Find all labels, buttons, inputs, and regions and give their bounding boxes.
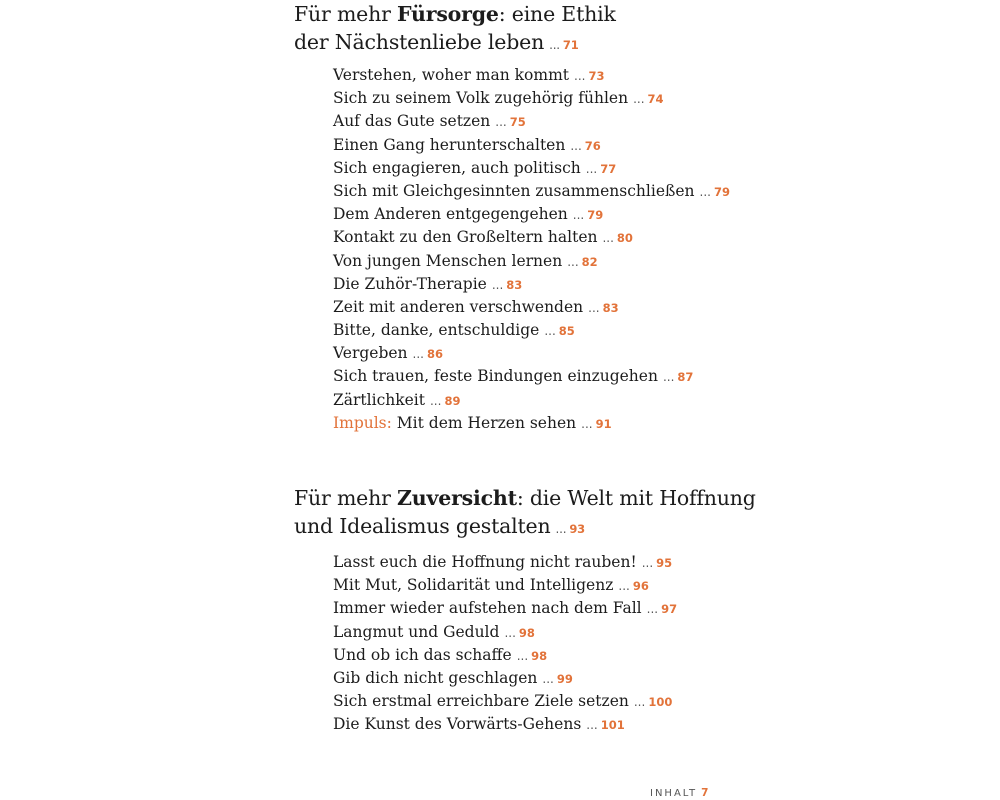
leader-dots: ... — [491, 277, 504, 292]
entry-label: Auf das Gute setzen — [333, 112, 491, 131]
toc-entry[interactable] — [333, 134, 730, 157]
page-number[interactable]: 101 — [600, 718, 625, 733]
toc-entry[interactable] — [333, 273, 730, 296]
section-heading — [294, 0, 854, 59]
toc-entry[interactable] — [333, 365, 730, 388]
entry-label: Sich trauen, feste Bindungen einzugehen — [333, 367, 658, 386]
title-prefix: Für mehr — [294, 2, 398, 26]
toc-entry[interactable] — [333, 226, 730, 249]
page-number[interactable]: 82 — [581, 254, 598, 269]
entry-label: Einen Gang herunterschalten — [333, 135, 566, 154]
impulse-label: Impuls: — [333, 413, 392, 432]
entry-label: Von jungen Menschen lernen — [333, 251, 563, 270]
entry-label: Verstehen, woher man kommt — [333, 66, 569, 84]
leader-dots: ... — [699, 184, 711, 199]
toc-entry[interactable] — [333, 574, 677, 597]
title-keyword: Fürsorge — [397, 2, 499, 26]
page-number[interactable]: 74 — [647, 92, 664, 107]
leader-dots: ... — [641, 556, 654, 570]
leader-dots: ... — [646, 602, 659, 617]
toc-entry-impulse[interactable] — [333, 412, 730, 435]
toc-entry[interactable] — [333, 342, 730, 365]
title-rest: : eine Ethik — [498, 2, 616, 26]
title-prefix: Für mehr — [294, 486, 398, 510]
page-number[interactable]: 100 — [648, 695, 673, 710]
footer-label: INHALT — [650, 788, 698, 799]
leader-dots: ... — [429, 393, 442, 408]
entry-label: Gib dich nicht geschlagen — [333, 668, 538, 687]
entry-label: Bitte, danke, entschuldige — [333, 321, 540, 340]
entry-label: Lasst euch die Hoffnung nicht rauben! — [333, 553, 637, 571]
toc-entry[interactable] — [333, 597, 677, 620]
page-number[interactable]: 83 — [506, 277, 523, 292]
toc-entry[interactable] — [333, 551, 677, 574]
page-number[interactable]: 76 — [584, 138, 601, 153]
page-number[interactable]: 91 — [595, 416, 612, 431]
page-number[interactable]: 85 — [558, 324, 575, 339]
toc-entry[interactable] — [333, 250, 730, 273]
page-number[interactable]: 71 — [562, 38, 579, 52]
leader-dots: ... — [412, 347, 424, 362]
section-title-line1 — [294, 0, 854, 28]
entry-label: Die Kunst des Vorwärts-Gehens — [333, 715, 582, 734]
page-number[interactable]: 96 — [632, 579, 649, 594]
toc-entry[interactable] — [333, 87, 730, 110]
toc-entry[interactable] — [333, 389, 730, 412]
entry-label: Sich engagieren, auch politisch — [333, 158, 581, 177]
leader-dots: ... — [618, 579, 630, 594]
footer-page-number: 7 — [701, 787, 709, 799]
leader-dots: ... — [495, 115, 507, 130]
toc-entry[interactable] — [333, 667, 677, 690]
entry-label: Sich erstmal erreichbare Ziele setzen — [333, 692, 629, 711]
entry-label: Zärtlichkeit — [333, 390, 425, 409]
toc-entry[interactable] — [333, 203, 730, 226]
toc-section-zuversicht — [294, 484, 854, 734]
title-rest: : die Welt mit Hoffnung — [516, 486, 756, 510]
page-number[interactable]: 79 — [713, 184, 730, 199]
page-number[interactable]: 95 — [656, 556, 673, 570]
page-number[interactable]: 77 — [600, 161, 617, 176]
entry-label: Sich mit Gleichgesinnten zusammenschließen — [333, 181, 695, 200]
section-heading — [294, 484, 854, 543]
leader-dots: ... — [586, 718, 598, 733]
page-number[interactable]: 98 — [531, 648, 548, 663]
leader-dots: ... — [542, 671, 554, 686]
page-number[interactable]: 93 — [569, 522, 585, 536]
title-line2: der Nächstenliebe leben — [294, 30, 545, 54]
toc-entry[interactable] — [333, 319, 730, 342]
page-number[interactable]: 86 — [426, 347, 443, 362]
toc-entry[interactable] — [333, 180, 730, 203]
page-footer — [650, 787, 708, 799]
leader-dots: ... — [581, 416, 593, 431]
section-title-line2 — [294, 512, 854, 543]
page-number[interactable]: 97 — [661, 602, 678, 617]
toc-entry-list — [333, 64, 730, 435]
leader-dots: ... — [567, 254, 579, 269]
leader-dots: ... — [572, 208, 585, 223]
entry-label: Und ob ich das schaffe — [333, 645, 512, 664]
leader-dots: ... — [574, 69, 586, 83]
entry-label: Immer wieder aufstehen nach dem Fall — [333, 599, 642, 618]
entry-label: Kontakt zu den Großeltern halten — [333, 228, 598, 247]
entry-label: Sich zu seinem Volk zugehörig fühlen — [333, 89, 629, 108]
leader-dots: ... — [516, 648, 529, 663]
section-title-line1 — [294, 484, 854, 512]
toc-entry[interactable] — [333, 713, 677, 736]
toc-entry-list — [333, 551, 677, 737]
page-number[interactable]: 98 — [518, 625, 535, 640]
toc-entry[interactable] — [333, 296, 730, 319]
toc-entry[interactable] — [333, 64, 730, 87]
leader-dots: ... — [555, 522, 567, 536]
toc-entry[interactable] — [333, 157, 730, 180]
leader-dots: ... — [633, 695, 646, 710]
title-line2: und Idealismus gestalten — [294, 514, 551, 538]
leader-dots: ... — [588, 300, 600, 315]
page-number[interactable]: 80 — [616, 231, 633, 246]
toc-entry[interactable] — [333, 110, 730, 133]
entry-label: Mit Mut, Solidarität und Intelligenz — [333, 576, 614, 595]
entry-label: Dem Anderen entgegengehen — [333, 205, 568, 224]
leader-dots: ... — [662, 370, 675, 385]
toc-entry[interactable] — [333, 644, 677, 667]
leader-dots: ... — [544, 324, 556, 339]
entry-label: Vergeben — [333, 344, 408, 363]
title-keyword: Zuversicht — [397, 486, 517, 510]
leader-dots: ... — [585, 161, 598, 176]
entry-label: Die Zuhör-Therapie — [333, 274, 487, 293]
page-number[interactable]: 73 — [588, 69, 605, 83]
page-number[interactable]: 83 — [602, 300, 619, 315]
toc-entry[interactable] — [333, 621, 677, 644]
leader-dots: ... — [570, 138, 582, 153]
page-number[interactable]: 75 — [509, 115, 526, 130]
page-number[interactable]: 87 — [677, 370, 694, 385]
page-number[interactable]: 89 — [444, 393, 461, 408]
page-number[interactable]: 99 — [556, 671, 573, 686]
leader-dots: ... — [504, 625, 516, 640]
entry-label: Langmut und Geduld — [333, 622, 500, 641]
toc-entry[interactable] — [333, 690, 677, 713]
leader-dots: ... — [633, 92, 645, 107]
page-number[interactable]: 79 — [587, 208, 604, 223]
leader-dots: ... — [549, 38, 560, 52]
entry-label: Mit dem Herzen sehen — [396, 413, 577, 432]
section-title-line2 — [294, 28, 854, 59]
entry-label: Zeit mit anderen verschwenden — [333, 297, 584, 316]
leader-dots: ... — [602, 231, 614, 246]
toc-section-fuersorge — [294, 0, 854, 432]
